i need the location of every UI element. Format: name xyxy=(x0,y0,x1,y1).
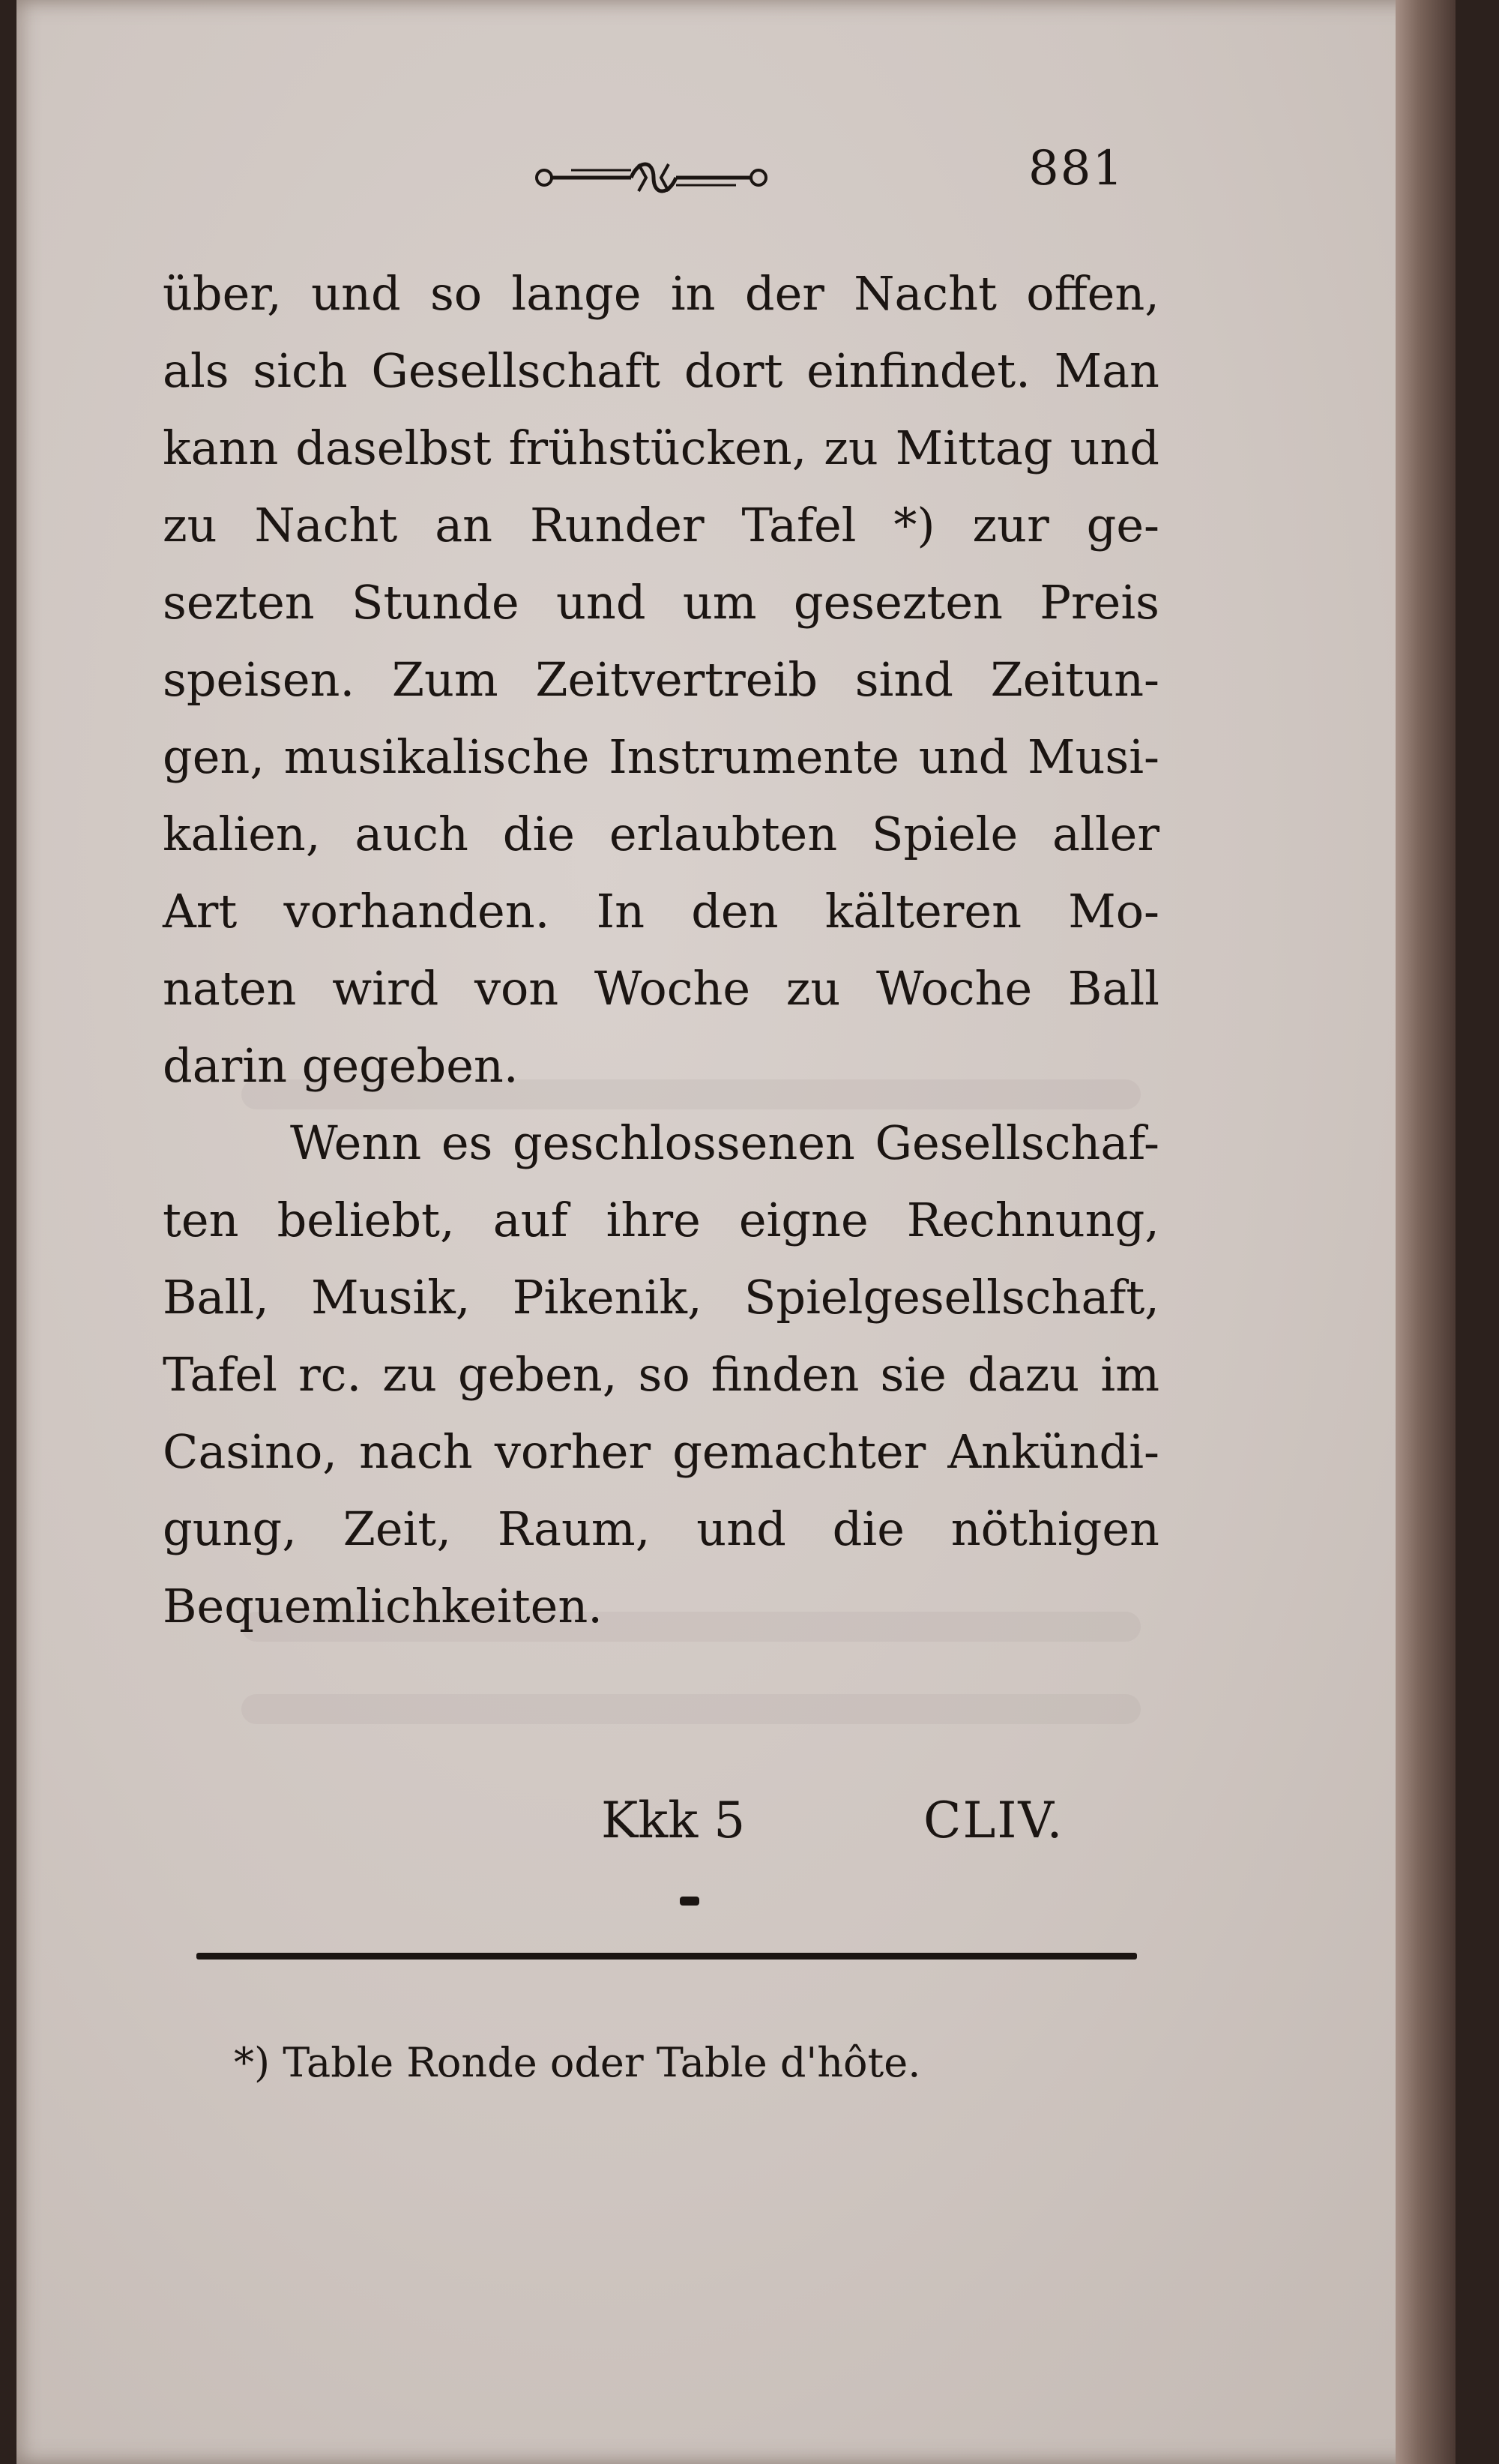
catchword: CLIV. xyxy=(923,1792,1064,1849)
header-ornament-icon xyxy=(534,154,773,199)
body-text xyxy=(163,255,1159,1645)
page-edge xyxy=(1396,0,1456,2464)
footnote-rule xyxy=(196,1953,1137,1960)
text-line: Ball, Musik, Pikenik, Spielgesellschaft, xyxy=(163,1270,1159,1325)
text-line: kann daselbst frühstücken, zu Mittag und xyxy=(163,421,1159,475)
text-line: Art vorhanden. In den kälteren Mo- xyxy=(163,884,1159,939)
show-through-shadow xyxy=(241,1694,1141,1724)
page-number: 881 xyxy=(1028,141,1125,196)
text-line: Wenn es geschlossenen Gesellschaf- xyxy=(290,1115,1159,1170)
text-line: gung, Zeit, Raum, und die nöthigen xyxy=(163,1501,1159,1556)
footnote: *) Table Ronde oder Table d'hôte. xyxy=(234,2039,921,2086)
text-line: kalien, auch die erlaubten Spiele aller xyxy=(163,807,1159,861)
signature-mark: Kkk 5 xyxy=(601,1792,746,1849)
text-line: zu Nacht an Runder Tafel *) zur ge- xyxy=(163,498,1159,552)
text-line: ten beliebt, auf ihre eigne Rechnung, xyxy=(163,1193,1159,1247)
text-line: Casino, nach vorher gemachter Ankündi- xyxy=(163,1424,1159,1479)
text-line: als sich Gesellschaft dort einfindet. Man xyxy=(163,343,1159,398)
text-line: sezten Stunde und um gesezten Preis xyxy=(163,575,1159,630)
text-line: darin gegeben. xyxy=(163,1038,519,1093)
book-page xyxy=(16,0,1456,2464)
ink-mark xyxy=(680,1897,699,1906)
text-line: naten wird von Woche zu Woche Ball xyxy=(163,961,1159,1016)
text-line: gen, musikalische Instrumente und Musi- xyxy=(163,729,1159,784)
text-line: Bequemlichkeiten. xyxy=(163,1579,603,1633)
text-line: Tafel rc. zu geben, so finden sie dazu im xyxy=(163,1347,1159,1402)
text-line: über, und so lange in der Nacht offen, xyxy=(163,266,1159,321)
text-line: speisen. Zum Zeitvertreib sind Zeitun- xyxy=(163,652,1159,707)
